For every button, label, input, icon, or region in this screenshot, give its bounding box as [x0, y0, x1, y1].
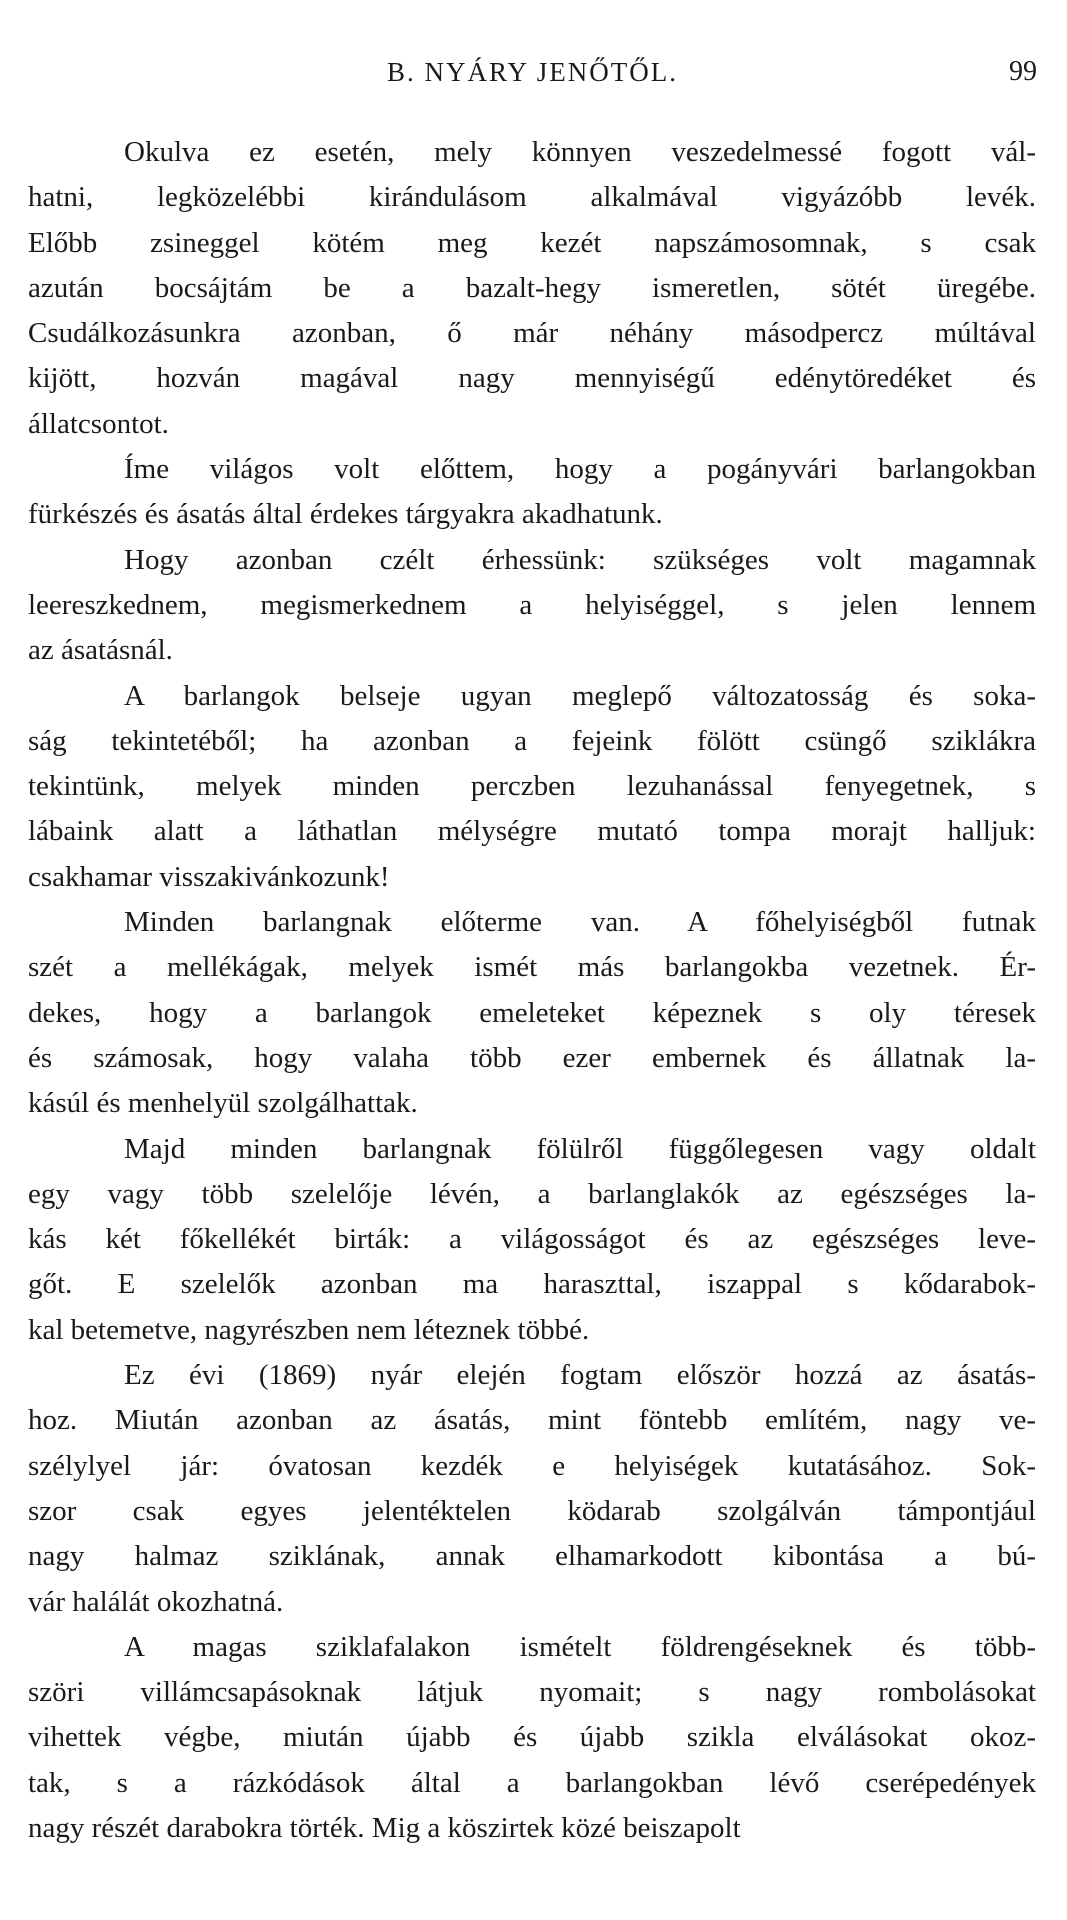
text-line: Ez évi (1869) nyár elején fogtam először hozzá az ásatás-	[124, 1359, 1036, 1392]
text-line: Minden barlangnak előterme van. A főhelyiségből futnak	[124, 906, 1036, 939]
text-line: kás két főkellékét birták: a világosságot és az egészséges leve-	[28, 1223, 1036, 1256]
text-line: kásúl és menhelyül szolgálhattak.	[28, 1087, 418, 1120]
paragraph	[28, 1127, 1036, 1353]
text-line: tak, s a rázkódások által a barlangokban lévő cserépedények	[28, 1766, 1036, 1799]
paragraph	[28, 674, 1036, 900]
paragraph	[28, 130, 1036, 447]
text-line: A barlangok belseje ugyan meglepő változatosság és soka-	[124, 679, 1036, 712]
text-line: szor csak egyes jelentéktelen ködarab szolgálván támpontjául	[28, 1494, 1036, 1527]
text-line: állatcsontot.	[28, 407, 169, 440]
text-line: gőt. E szelelők azonban ma haraszttal, iszappal s kődarabok-	[28, 1268, 1036, 1301]
text-line: leereszkednem, megismerkednem a helyiséggel, s jelen lennem	[28, 588, 1036, 621]
text-line: Csudálkozásunkra azonban, ő már néhány másodpercz múltával	[28, 317, 1036, 350]
running-head-title: B. NYÁRY JENŐTŐL.	[386, 57, 678, 87]
paragraph	[28, 447, 1036, 538]
text-line: az ásatásnál.	[28, 634, 173, 667]
text-line: vihettek végbe, miután újabb és újabb szikla elválásokat okoz-	[28, 1721, 1036, 1754]
text-line: tekintünk, melyek minden perczben lezuhanással fenyegetnek, s	[28, 770, 1036, 803]
text-line: azután bocsájtám be a bazalt-hegy ismeretlen, sötét üregébe.	[28, 271, 1036, 304]
text-line: hoz. Miután azonban az ásatás, mint föntebb említém, nagy ve-	[28, 1404, 1036, 1437]
text-line: egy vagy több szelelője lévén, a barlanglakók az egészséges la-	[28, 1177, 1036, 1210]
text-line: vár halálát okozhatná.	[28, 1585, 284, 1618]
text-line: Íme világos volt előttem, hogy a pogányvári barlangokban	[124, 453, 1036, 486]
text-line: Hogy azonban czélt érhessünk: szükséges volt magamnak	[124, 543, 1036, 576]
text-line: Okulva ez esetén, mely könnyen veszedelmessé fogott vál-	[124, 136, 1036, 168]
text-line: lábaink alatt a láthatlan mélységre mutató tompa morajt halljuk:	[28, 815, 1036, 848]
body-text	[28, 130, 1036, 1851]
text-line: nagy halmaz sziklának, annak elhamarkodott kibontása a bú-	[28, 1540, 1036, 1573]
text-line: ság tekintetéből; ha azonban a fejeink fölött csüngő sziklákra	[28, 724, 1036, 757]
text-line: fürkészés és ásatás által érdekes tárgyakra akadhatunk.	[28, 498, 663, 531]
text-line: kal betemetve, nagyrészben nem léteznek többé.	[28, 1313, 590, 1346]
paragraph	[28, 900, 1036, 1126]
page-number: 99	[1009, 56, 1037, 87]
text-line: szélylyel jár: óvatosan kezdék e helyiségek kutatásához. Sok-	[28, 1449, 1036, 1482]
paragraph	[28, 538, 1036, 674]
text-line: Majd minden barlangnak fölülről függőlegesen vagy oldalt	[124, 1132, 1036, 1165]
text-line: hatni, legközelébbi kirándulásom alkalmával vigyázóbb levék.	[28, 181, 1036, 214]
text-line: Előbb zsineggel kötém meg kezét napszámosomnak, s csak	[28, 226, 1036, 259]
text-line: A magas sziklafalakon ismételt földrengéseknek és több-	[124, 1630, 1036, 1663]
text-line: szét a mellékágak, melyek ismét más barlangokba vezetnek. Ér-	[28, 951, 1036, 984]
text-line: kijött, hozván magával nagy mennyiségű edénytöredéket és	[28, 362, 1036, 395]
text-line: és számosak, hogy valaha több ezer embernek és állatnak la-	[28, 1041, 1036, 1074]
text-line: szöri villámcsapásoknak látjuk nyomait; s nagy rombolásokat	[28, 1676, 1036, 1709]
paragraph	[28, 1353, 1036, 1625]
text-line: csakhamar visszakivánkozunk!	[28, 860, 390, 893]
running-head	[28, 52, 1037, 92]
paragraph	[28, 1625, 1036, 1851]
text-line: nagy részét darabokra törték. Mig a köszirtek közé beiszapolt	[28, 1811, 741, 1844]
text-line: dekes, hogy a barlangok emeleteket képeznek s oly téresek	[28, 996, 1036, 1029]
